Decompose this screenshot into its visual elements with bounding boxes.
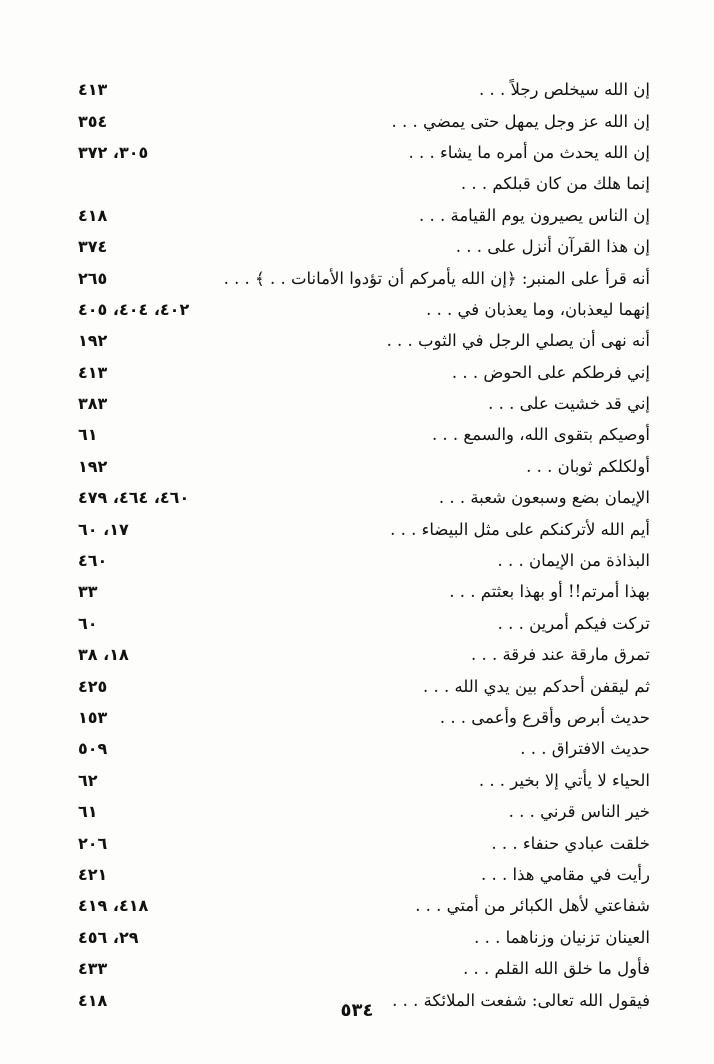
entry-hadith-text: أنه قرأ على المنبر: ﴿إن الله يأمركم أن تؤدوا الأمانات . . ﴾ . . . [223, 268, 650, 288]
index-entry [68, 702, 650, 733]
entry-hadith-text: إن الله سيخلص رجلاً . . . [479, 80, 650, 100]
index-entry [68, 388, 650, 419]
entry-page-refs: ٣٨٣ [78, 394, 108, 414]
entry-page-refs: ٤١٣ [78, 362, 108, 382]
entry-hadith-text: بهذا أمرتم!! أو بهذا بعثتم . . . [449, 582, 650, 602]
index-entry [68, 482, 650, 513]
entry-hadith-text: إنما هلك من كان قبلكم . . . [460, 174, 650, 194]
entry-page-refs: ٤١٨ [78, 205, 108, 225]
entry-page-refs: ٤٦٠، ٤٦٤، ٤٧٩ [78, 488, 190, 508]
entry-page-refs: ٣٥٤ [78, 111, 108, 131]
entry-hadith-text: أوصيكم بتقوى الله، والسمع . . . [431, 425, 650, 445]
entry-page-refs: ١٨، ٣٨ [78, 645, 129, 665]
entry-hadith-text: ثم ليقفن أحدكم بين يدي الله . . . [422, 676, 650, 696]
entry-hadith-text: إن الله عز وجل يمهل حتى يمضي . . . [391, 111, 650, 131]
entry-page-refs: ٢٦٥ [78, 268, 108, 288]
index-entry [68, 168, 650, 199]
entry-page-refs: ٤٢١ [78, 864, 108, 884]
entry-hadith-text: تمرق مارقة عند فرقة . . . [470, 645, 650, 665]
entry-hadith-text: فأول ما خلق الله القلم . . . [463, 959, 650, 979]
entry-hadith-text: إن الله يحدث من أمره ما يشاء . . . [408, 142, 650, 162]
entry-page-refs: ٦٢ [78, 770, 98, 790]
index-entry [68, 576, 650, 607]
entry-page-refs: ٣٣ [78, 582, 98, 602]
index-entry [68, 953, 650, 984]
index-entry [68, 890, 650, 921]
entry-hadith-text: أيم الله لأتركنكم على مثل البيضاء . . . [390, 519, 650, 539]
entry-hadith-text: البذاذة من الإيمان . . . [497, 551, 650, 571]
entry-page-refs: ٣٧٤ [78, 237, 108, 257]
entry-hadith-text: إنهما ليعذبان، وما يعذبان في . . . [426, 299, 650, 319]
index-entry [68, 513, 650, 544]
index-entry [68, 325, 650, 356]
entry-hadith-text: أنه نهى أن يصلي الرجل في الثوب . . . [386, 331, 650, 351]
entry-page-refs: ٦١ [78, 802, 98, 822]
entry-hadith-text: خلقت عبادي حنفاء . . . [491, 833, 650, 853]
entry-hadith-text: العينان تزنيان وزناهما . . . [474, 927, 650, 947]
index-entry [68, 419, 650, 450]
entry-hadith-text: الإيمان بضع وسبعون شعبة . . . [438, 488, 650, 508]
index-entry [68, 262, 650, 293]
entry-page-refs: ٤٦٠ [78, 551, 108, 571]
index-entry [68, 357, 650, 388]
index-entry [68, 733, 650, 764]
index-entry [68, 922, 650, 953]
page-number: ٥٣٤ [340, 1000, 374, 1021]
index-entry [68, 639, 650, 670]
index-entry [68, 796, 650, 827]
entry-page-refs: ٤٠٢، ٤٠٤، ٤٠٥ [78, 299, 190, 319]
entry-hadith-text: الحياء لا يأتي إلا بخير . . . [478, 770, 650, 790]
entry-hadith-text: خير الناس قرني . . . [508, 802, 650, 822]
index-entry [68, 200, 650, 231]
entry-page-refs: ٤١٣ [78, 80, 108, 100]
entry-page-refs: ٥٠٩ [78, 739, 108, 759]
index-entry [68, 545, 650, 576]
index-entry [68, 451, 650, 482]
entry-page-refs: ٣٠٥، ٣٧٢ [78, 142, 149, 162]
entry-page-refs: ٢٠٦ [78, 833, 108, 853]
index-entry [68, 294, 650, 325]
index-entry [68, 74, 650, 105]
index-entry [68, 137, 650, 168]
entry-page-refs: ٤١٨ [78, 990, 108, 1010]
index-entry [68, 859, 650, 890]
entry-page-refs: ٤٢٥ [78, 676, 108, 696]
entry-hadith-text: أولكلكم ثوبان . . . [526, 456, 650, 476]
index-entry [68, 105, 650, 136]
hadith-index-list [68, 74, 650, 1016]
entry-page-refs: ٦٠ [78, 613, 98, 633]
entry-hadith-text: حديث أبرص وأقرع وأعمى . . . [439, 708, 650, 727]
entry-page-refs: ٤٣٣ [78, 959, 108, 979]
index-entry [68, 765, 650, 796]
entry-hadith-text: إني قد خشيت على . . . [488, 394, 650, 414]
index-entry [68, 670, 650, 701]
index-entry [68, 608, 650, 639]
entry-page-refs: ٢٩، ٤٥٦ [78, 927, 139, 947]
entry-hadith-text: إن هذا القرآن أنزل على . . . [455, 237, 650, 257]
entry-hadith-text: رأيت في مقامي هذا . . . [481, 864, 650, 884]
entry-hadith-text: فيقول الله تعالى: شفعت الملائكة . . . [392, 990, 650, 1010]
entry-page-refs: ١٧، ٦٠ [78, 519, 129, 539]
entry-page-refs: ١٩٢ [78, 331, 108, 351]
entry-page-refs: ١٩٢ [78, 456, 108, 476]
entry-hadith-text: إن الناس يصيرون يوم القيامة . . . [419, 205, 650, 225]
entry-page-refs: ١٥٣ [78, 708, 108, 727]
entry-hadith-text: حديث الافتراق . . . [520, 739, 650, 759]
entry-page-refs: ٤١٨، ٤١٩ [78, 896, 149, 916]
entry-page-refs: ٦١ [78, 425, 98, 445]
entry-hadith-text: تركت فيكم أمرين . . . [497, 613, 650, 633]
index-entry [68, 231, 650, 262]
entry-hadith-text: إني فرطكم على الحوض . . . [451, 362, 650, 382]
entry-hadith-text: شفاعتي لأهل الكبائر من أمتي . . . [415, 896, 650, 916]
index-entry [68, 827, 650, 858]
